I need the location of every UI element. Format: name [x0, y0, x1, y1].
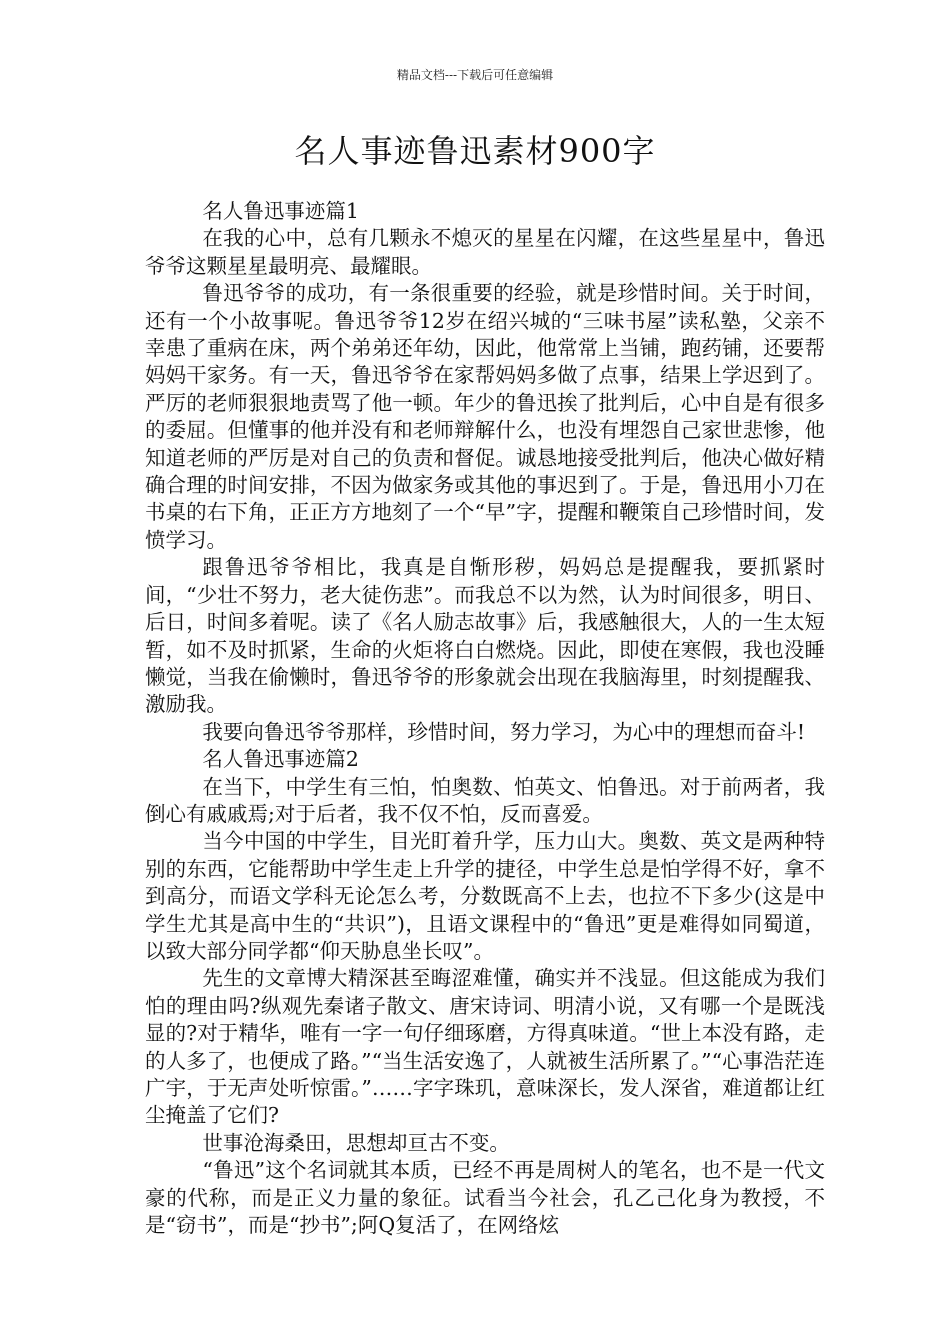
paragraph: 在当下，中学生有三怕，怕奥数、怕英文、怕鲁迅。对于前两者，我倒心有戚戚焉;对于后者，我不仅不怕，反而喜爱。 — [145, 774, 825, 826]
paragraph: 世事沧海桑田，思想却亘古不变。 — [202, 1130, 510, 1155]
paragraph: “鲁迅”这个名词就其本质，已经不再是周树人的笔名，也不是一代文豪的代称，而是正义力量的象征。试看当今社会，孔乙己化身为教授，不是“窃书”，而是“抄书”;阿Q复活了，在网络炫 — [145, 1158, 825, 1238]
section-heading-1: 名人鲁迅事迹篇1 — [202, 199, 359, 223]
document-body — [145, 198, 825, 1239]
paragraph: 先生的文章博大精深甚至晦涩难懂，确实并不浅显。但这能成为我们怕的理由吗?纵观先秦诸子散文、唐宋诗词、明清小说，又有哪一个是既浅显的?对于精华，唯有一字一句仔细琢磨，方得真味道。“世上本没有路，走的人多了，也便成了路。”“当生活安逸了，人就被生活所累了。”“心事浩茫连广宇，于无声处听惊雷。”……字字珠玑，意味深长，发人深省，难道都让红尘掩盖了它们? — [145, 966, 825, 1128]
paragraph: 跟鲁迅爷爷相比，我真是自惭形秽，妈妈总是提醒我，要抓紧时间，“少壮不努力，老大徒伤悲”。而我总不以为然，认为时间很多，明日、后日，时间多着呢。读了《名人励志故事》后，我感触很大，人的一生太短暂，如不及时抓紧，生命的火炬将白白燃烧。因此，即使在寒假，我也没睡懒觉，当我在偷懒时，鲁迅爷爷的形象就会出现在我脑海里，时刻提醒我、激励我。 — [145, 555, 825, 717]
paragraph: 鲁迅爷爷的成功，有一条很重要的经验，就是珍惜时间。关于时间，还有一个小故事呢。鲁迅爷爷12岁在绍兴城的“三味书屋”读私塾，父亲不幸患了重病在床，两个弟弟还年幼，因此，他常常上当铺，跑药铺，还要帮妈妈干家务。有一天，鲁迅爷爷在家帮妈妈多做了点事，结果上学迟到了。严厉的老师狠狠地责骂了他一顿。年少的鲁迅挨了批判后，心中自是有很多的委屈。但懂事的他并没有和老师辩解什么，也没有埋怨自己家世悲惨，他知道老师的严厉是对自己的负责和督促。诚恳地接受批判后，他决心做好精确合理的时间安排，不因为做家务或其他的事迟到了。于是，鲁迅用小刀在书桌的右下角，正正方方地刻了一个“早”字，提醒和鞭策自己珍惜时间，发愤学习。 — [145, 281, 825, 552]
page-title: 名人事迹鲁迅素材900字 — [294, 132, 656, 170]
paragraph: 当今中国的中学生，目光盯着升学，压力山大。奥数、英文是两种特别的东西，它能帮助中学生走上升学的捷径，中学生总是怕学得不好，拿不到高分，而语文学科无论怎么考，分数既高不上去，也拉不下多少(这是中学生尤其是高中生的“共识”)，且语文课程中的“鲁迅”更是难得如同蜀道，以致大部分同学都“仰天胁息坐长叹”。 — [145, 829, 825, 963]
paragraph: 我要向鲁迅爷爷那样，珍惜时间，努力学习，为心中的理想而奋斗! — [202, 719, 806, 744]
paragraph: 在我的心中，总有几颗永不熄灭的星星在闪耀，在这些星星中，鲁迅爷爷这颗星星最明亮、最耀眼。 — [145, 226, 825, 278]
section-heading-2: 名人鲁迅事迹篇2 — [202, 747, 359, 772]
header-note: 精品文档---下载后可任意编辑 — [396, 68, 554, 82]
